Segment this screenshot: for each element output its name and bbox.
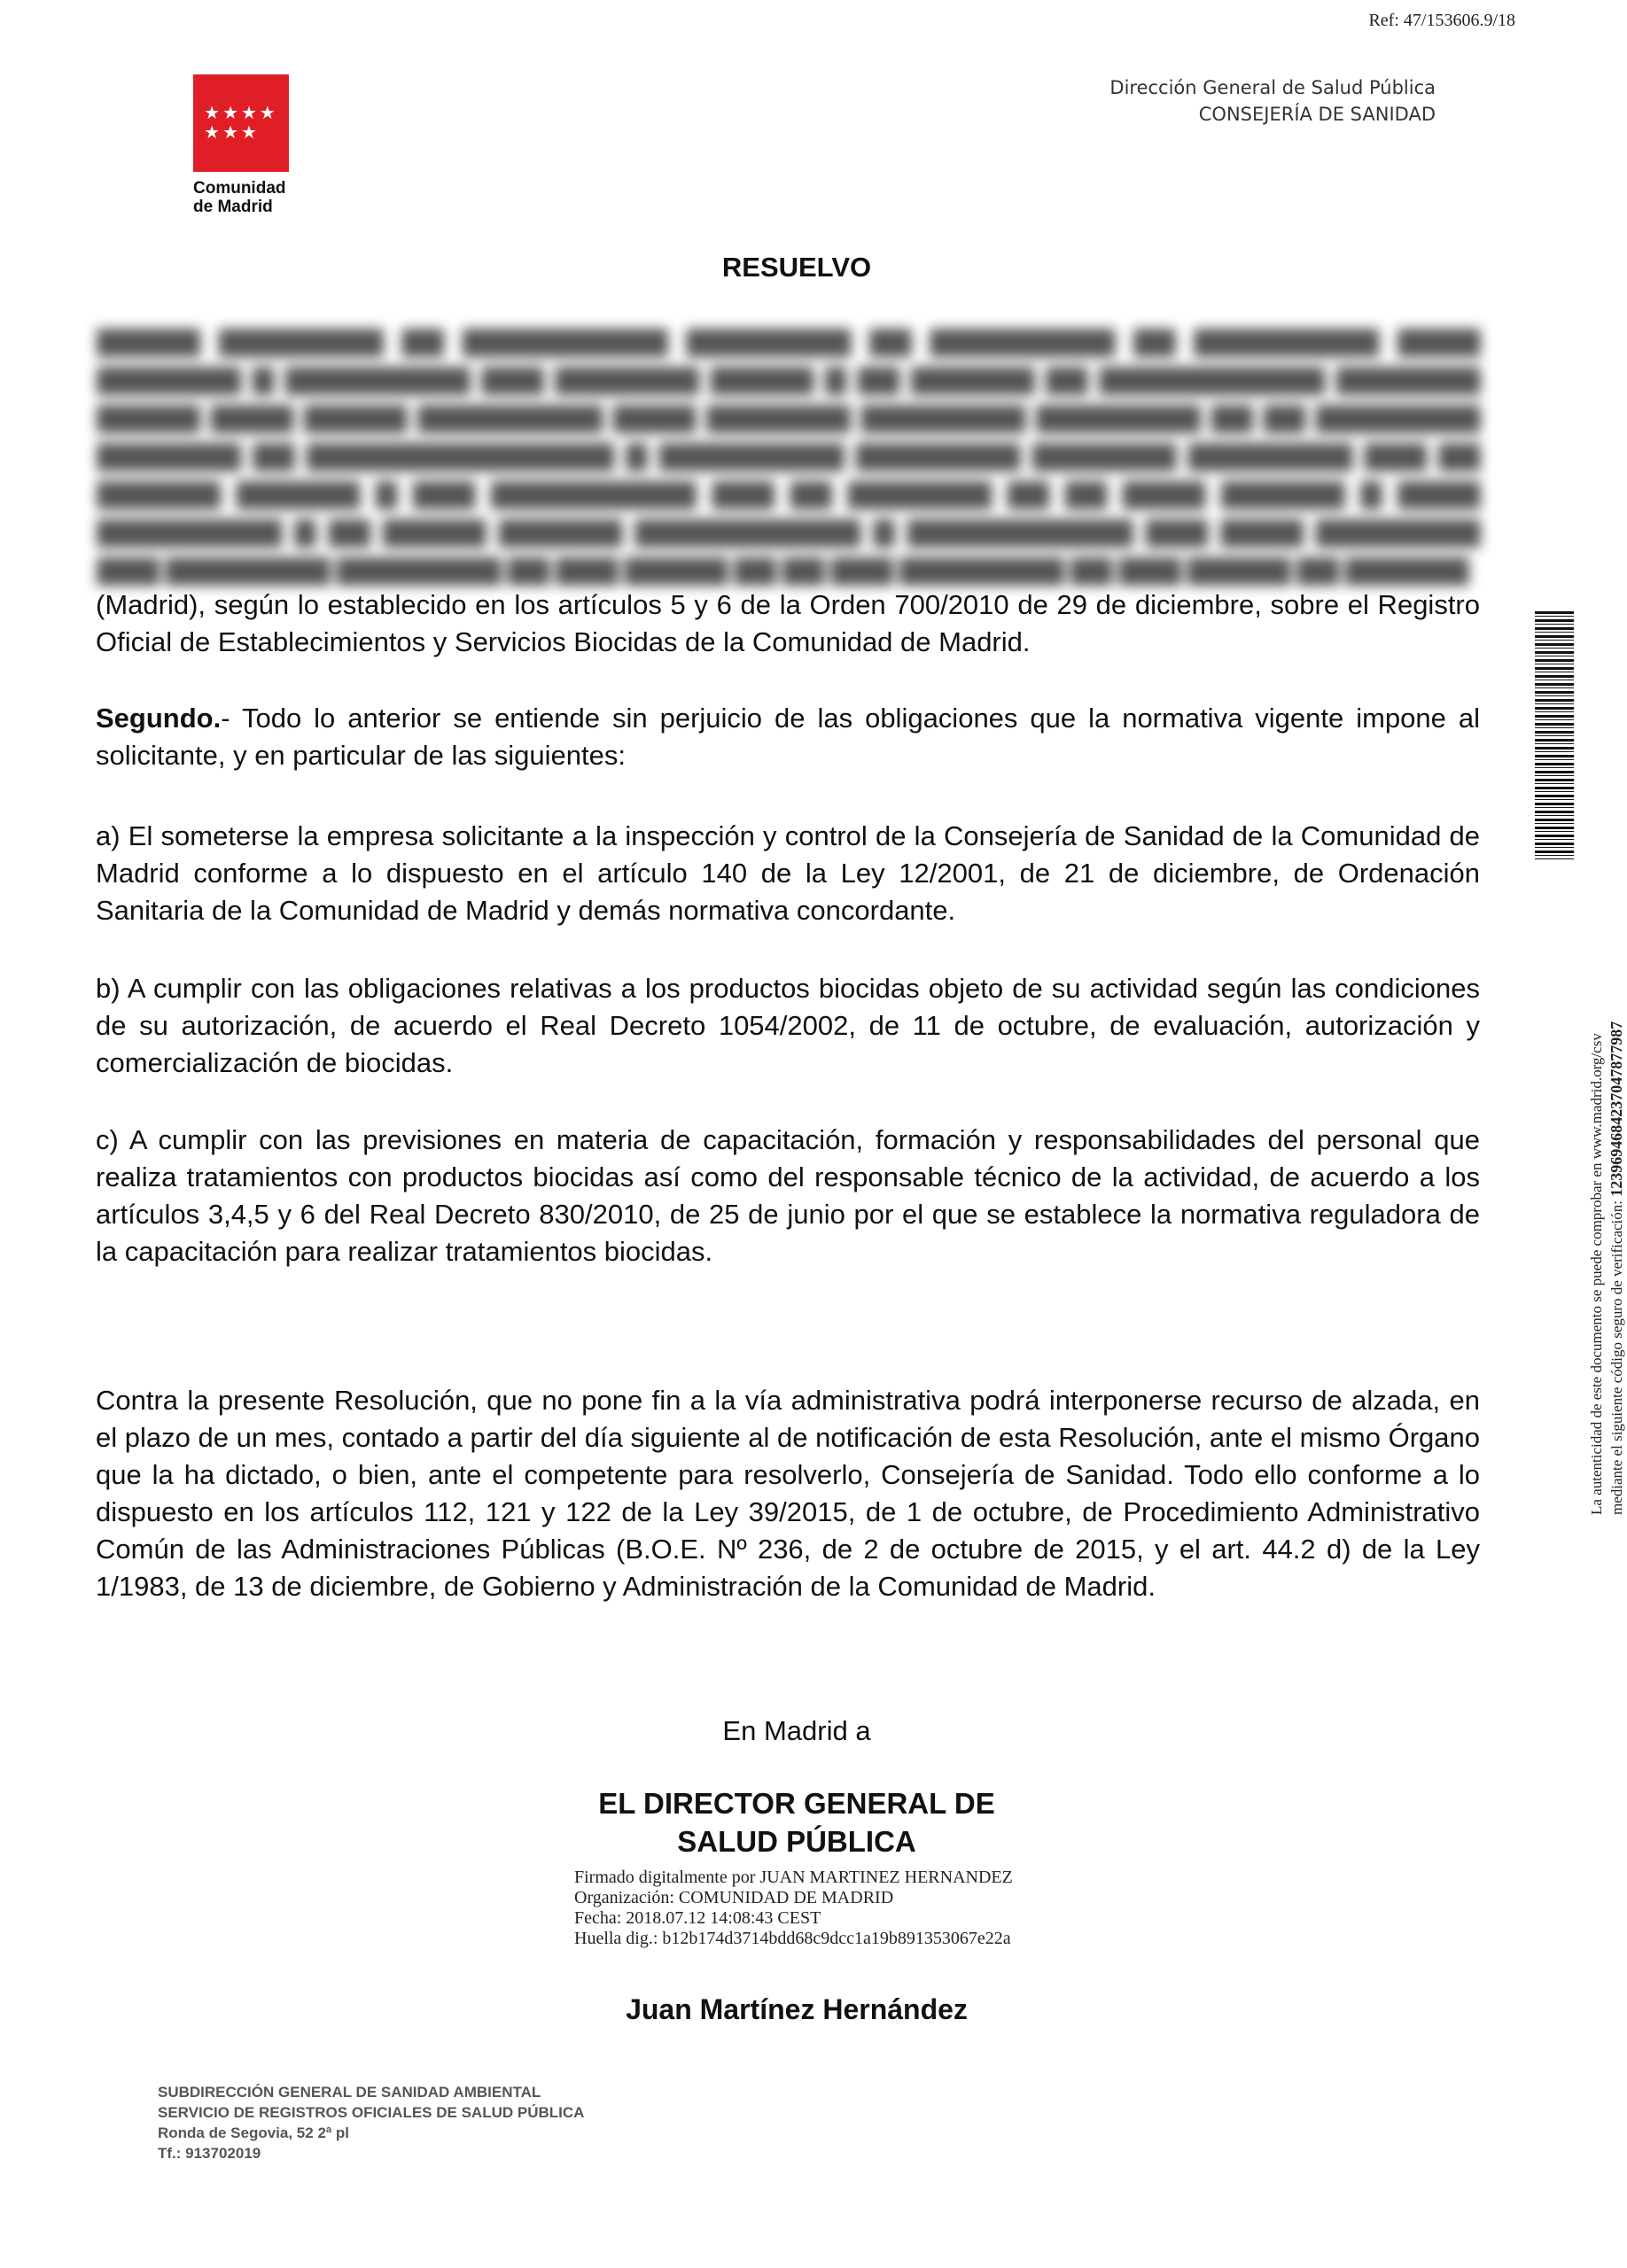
digital-signature-line: Organización: COMUNIDAD DE MADRID xyxy=(574,1888,894,1907)
footer-line: SUBDIRECCIÓN GENERAL DE SANIDAD AMBIENTAL xyxy=(158,2084,541,2101)
logo-text xyxy=(193,179,289,216)
paragraph-item-c xyxy=(96,1122,1480,1270)
paragraph-recurso xyxy=(96,1382,1480,1605)
digital-signature-line: Huella dig.: b12b174d3714bdd68c9dcc1a19b891353067e22a xyxy=(574,1929,1011,1948)
footer-line: Ronda de Segovia, 52 2ª pl xyxy=(158,2124,350,2141)
logo-red-square xyxy=(193,74,289,172)
redacted-paragraph: ▇▇▇▇▇ ▇▇▇▇▇▇▇▇ ▇▇ ▇▇▇▇▇▇▇▇▇▇ ▇▇▇▇▇▇▇▇ ▇▇ ▇▇▇▇▇▇▇▇▇ ▇▇ ▇▇▇▇▇▇▇▇▇ ▇▇▇▇ ▇▇▇▇▇▇▇ ▇ ▇▇▇▇▇▇▇▇▇ ▇▇▇ ▇▇▇▇▇▇▇ ▇▇▇▇▇ ▇ ▇▇ ▇▇▇▇▇▇ ▇▇ ▇▇▇▇▇▇▇▇▇▇▇ ▇▇▇▇▇▇▇ ▇▇▇▇▇ ▇▇▇▇ ▇▇▇▇▇ ▇▇▇▇▇▇▇▇▇ ▇▇▇▇ ▇▇▇▇▇▇▇ ▇▇▇▇▇▇▇▇ ▇▇▇▇▇▇▇▇ ▇▇ ▇▇ ▇▇▇▇▇▇▇▇ ▇▇▇▇▇▇▇ ▇▇ ▇▇▇▇▇▇▇▇▇▇▇▇▇▇▇ ▇ ▇▇▇▇▇▇▇▇▇ ▇▇▇▇▇▇▇▇ ▇▇▇▇▇▇▇ ▇▇▇▇▇▇▇▇ ▇▇▇ ▇▇ ▇▇▇▇▇▇ ▇▇▇▇▇▇ ▇ ▇▇▇ ▇▇▇▇▇▇▇▇▇▇ ▇▇▇ ▇▇ ▇▇▇▇▇▇▇ ▇▇ ▇▇ ▇▇▇▇ ▇▇▇▇▇▇ ▇ ▇▇▇▇ ▇▇▇▇▇▇▇▇▇ ▇ ▇▇ ▇▇▇▇▇ ▇▇▇▇▇▇ ▇▇▇▇▇▇▇▇▇▇▇ ▇ ▇▇▇▇▇▇▇▇▇▇▇ ▇▇▇ ▇▇▇▇ ▇▇▇▇▇▇▇▇ ▇▇▇ ▇▇▇▇▇▇▇▇ ▇▇▇▇▇▇▇▇ ▇▇ ▇▇▇ ▇▇▇▇▇ ▇▇ ▇▇ ▇▇▇ ▇▇▇▇▇▇▇▇ ▇▇ ▇▇▇ ▇▇▇▇▇ ▇▇ ▇▇▇▇▇▇ xyxy=(97,327,1480,585)
digital-signature-line: Firmado digitalmente por JUAN MARTINEZ HERNANDEZ xyxy=(574,1868,1013,1887)
signer-title-line2: SALUD PÚBLICA xyxy=(677,1825,916,1858)
barcode-icon xyxy=(1535,611,1574,859)
page-title: RESUELVO xyxy=(721,252,872,283)
paragraph-text: Contra la presente Resolución, que no pone fin a la vía administrativa podrá interponerse recurso de alzada, en el plazo de un mes, contado a partir del día siguiente al de notificación de esta Resolución, ante el mismo Órgano que la ha dictado, o bien, ante el competente para resolverlo, Consejería de Sanidad. Todo ello conforme a lo dispuesto en los artículos 112, 121 y 122 de la Ley 39/2015, de 1 de octubre, de Procedimiento Administrativo Común de las Administraciones Públicas (B.O.E. Nº 236, de 2 de octubre de 2015, y el art. 44.2 d) de la Ley 1/1983, de 13 de diciembre, de Gobierno y Administración de la Comunidad de Madrid. xyxy=(96,1385,1480,1602)
paragraph-text: b) A cumplir con las obligaciones relativas a los productos biocidas objeto de su actividad según las condiciones de su autorización, de acuerdo el Real Decreto 1054/2002, de 11 de octubre, de evaluación, autorización y comercialización de biocidas. xyxy=(96,973,1480,1078)
comunidad-de-madrid-logo xyxy=(193,74,289,216)
paragraph-lead: Segundo. xyxy=(96,703,222,734)
signer-title-line1: EL DIRECTOR GENERAL DE xyxy=(598,1787,995,1820)
reference-number: Ref: 47/153606.9/18 xyxy=(1368,11,1515,30)
footer-line: SERVICIO DE REGISTROS OFICIALES DE SALUD PÚBLICA xyxy=(158,2104,585,2121)
paragraph-item-a xyxy=(96,818,1480,929)
verification-text xyxy=(1587,877,1627,1515)
logo-text-line1: Comunidad xyxy=(193,179,286,198)
issuing-body-line2: CONSEJERÍA DE SANIDAD xyxy=(1198,104,1436,125)
issuing-body-line1: Dirección General de Salud Pública xyxy=(1109,77,1436,98)
paragraph-segundo xyxy=(96,700,1480,774)
digital-signature-block xyxy=(574,1868,1013,1949)
verification-code: 1239694684237047877987 xyxy=(1608,1021,1625,1197)
digital-signature-line: Fecha: 2018.07.12 14:08:43 CEST xyxy=(574,1908,821,1928)
footer-line: Tf.: 913702019 xyxy=(158,2145,261,2162)
verification-sidebar xyxy=(1526,611,1583,1524)
signer-name: Juan Martínez Hernández xyxy=(626,1993,968,2025)
paragraph-text: c) A cumplir con las previsiones en materia de capacitación, formación y responsabilidades del personal que realiza tratamientos con productos biocidas así como del responsable técnico de la actividad, de acuerdo a los artículos 3,4,5 y 6 del Real Decreto 830/2010, de 25 de junio por el que se establece la normativa reguladora de la capacitación para realizar tratamientos biocidas. xyxy=(96,1124,1480,1267)
issuing-body xyxy=(1109,74,1436,128)
verification-line1: La autenticidad de este documento se puede comprobar en www.madrid.org/csv xyxy=(1588,1033,1605,1515)
signature-place: En Madrid a xyxy=(722,1715,871,1746)
paragraph-primero-tail xyxy=(96,586,1480,661)
stars-icon: ★★★★ ★★★ xyxy=(204,104,278,143)
paragraph-text: a) El someterse la empresa solicitante a la inspección y control de la Consejería de Sanidad de la Comunidad de Madrid conforme a lo dispuesto en el artículo 140 de la Ley 12/2001, de 21 de diciembre, de Ordenación Sanitaria de la Comunidad de Madrid y demás normativa concordante. xyxy=(96,820,1480,926)
signer-title xyxy=(0,1784,1593,1860)
verification-line2: mediante el siguiente código seguro de verificación: xyxy=(1608,1200,1625,1515)
logo-text-line2: de Madrid xyxy=(193,198,273,216)
footer-address xyxy=(158,2082,584,2163)
paragraph-text: - Todo lo anterior se entiende sin perjuicio de las obligaciones que la normativa vigente impone al solicitante, y en particular de las siguientes: xyxy=(96,703,1480,771)
paragraph-item-b xyxy=(96,970,1480,1082)
paragraph-text: (Madrid), según lo establecido en los artículos 5 y 6 de la Orden 700/2010 de 29 de diciembre, sobre el Registro Oficial de Establecimientos y Servicios Biocidas de la Comunidad de Madrid. xyxy=(96,589,1480,657)
